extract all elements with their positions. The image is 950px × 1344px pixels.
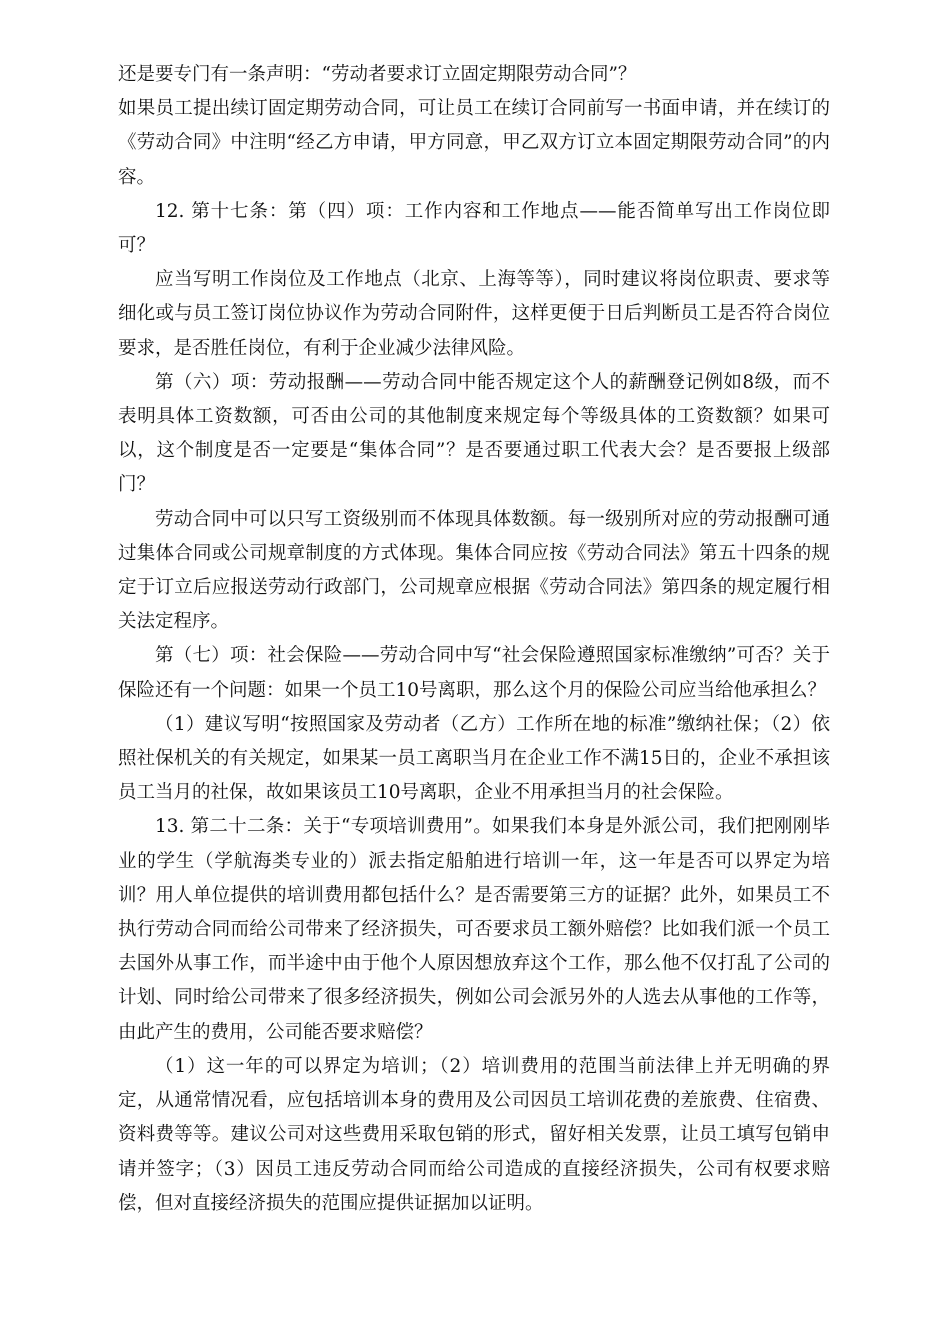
paragraph-q12-answer: 应当写明工作岗位及工作地点（北京、上海等等），同时建议将岗位职责、要求等细化或与员工签订岗位协议作为劳动合同附件，这样更便于日后判断员工是否符合岗位要求，是否胜任岗位，有利于企业减少法律风险。 xyxy=(118,269,830,359)
paragraph-social-insurance-question: 第（七）项：社会保险——劳动合同中写“社会保险遵照国家标准缴纳”可否？关于保险还有一个问题：如果一个员工10号离职，那么这个月的保险公司应当给他承担么？ xyxy=(118,645,830,701)
paragraph-contract-declaration-question: 还是要专门有一条声明：“劳动者要求订立固定期限劳动合同”？ xyxy=(118,64,637,85)
document-page xyxy=(118,58,830,1221)
paragraph-q12-work-content: 12. 第十七条：第（四）项：工作内容和工作地点——能否简单写出工作岗位即可？ xyxy=(118,200,830,257)
paragraph-renewal-answer: 如果员工提出续订固定期劳动合同，可让员工在续订合同前写一书面申请，并在续订的《劳动合同》中注明“经乙方申请，甲方同意，甲乙双方订立本固定期限劳动合同”的内容。 xyxy=(118,98,830,188)
paragraph-remuneration-answer: 劳动合同中可以只写工资级别而不体现具体数额。每一级别所对应的劳动报酬可通过集体合同或公司规章制度的方式体现。集体合同应按《劳动合同法》第五十四条的规定于订立后应报送劳动行政部门，公司规章应根据《劳动合同法》第四条的规定履行相关法定程序。 xyxy=(118,508,830,633)
paragraph-q13-training-answer: （1）这一年的可以界定为培训；（2）培训费用的范围当前法律上并无明确的界定，从通常情况看，应包括培训本身的费用及公司因员工培训花费的差旅费、住宿费、资料费等等。建议公司对这些费用采取包销的形式，留好相关发票，让员工填写包销申请并签字；（3）因员工违反劳动合同而给公司造成的直接经济损失，公司有权要求赔偿，但对直接经济损失的范围应提供证据加以证明。 xyxy=(118,1055,830,1214)
paragraph-social-insurance-answer: （1）建议写明“按照国家及劳动者（乙方）工作所在地的标准”缴纳社保；（2）依照社保机关的有关规定，如果某一员工离职当月在企业工作不满15日的，企业不承担该员工当月的社保，故如果该员工10号离职，企业不用承担当月的社会保险。 xyxy=(118,713,830,804)
paragraph-q13-training-question: 13. 第二十二条：关于“专项培训费用”。如果我们本身是外派公司，我们把刚刚毕业的学生（学航海类专业的）派去指定船舶进行培训一年，这一年是否可以界定为培训？用人单位提供的培训费用都包括什么？是否需要第三方的证据？此外，如果员工不执行劳动合同而给公司带来了经济损失，可否要求员工额外赔偿？比如我们派一个员工去国外从事工作，而半途中由于他个人原因想放弃这个工作，那么他不仅打乱了公司的计划、同时给公司带来了很多经济损失，例如公司会派另外的人选去从事他的工作等，由此产生的费用，公司能否要求赔偿？ xyxy=(118,816,830,1043)
paragraph-remuneration-question: 第（六）项：劳动报酬——劳动合同中能否规定这个人的薪酬登记例如8级，而不表明具体工资数额，可否由公司的其他制度来规定每个等级具体的工资数额？如果可以，这个制度是否一定要是“集体合同”？是否要通过职工代表大会？是否要报上级部门？ xyxy=(118,371,830,496)
